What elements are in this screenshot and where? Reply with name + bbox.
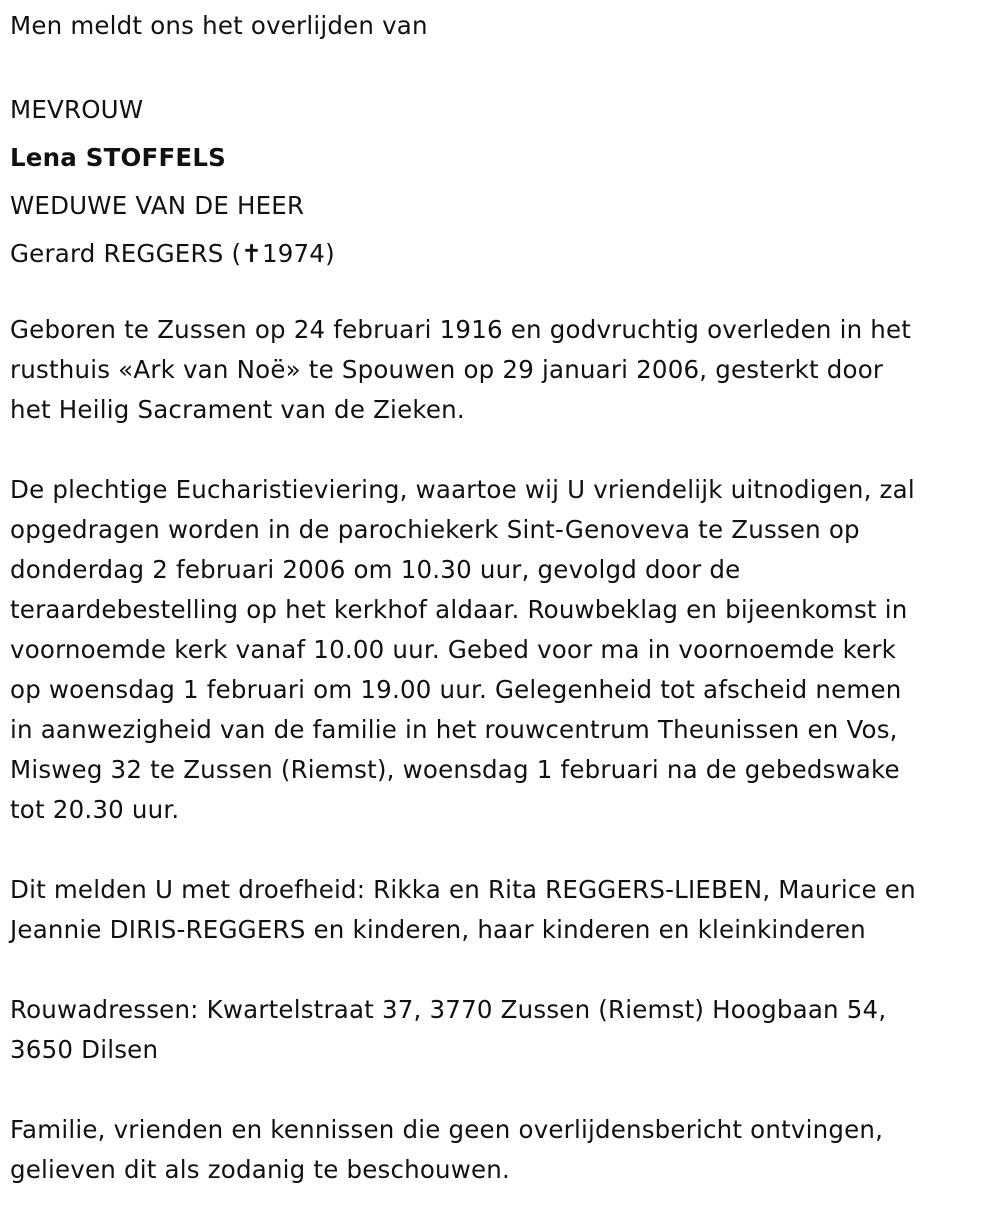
spouse-name: Gerard REGGERS ( xyxy=(10,239,242,268)
paragraph-line: 3650 Dilsen xyxy=(10,1035,159,1064)
paragraph-line: Dit melden U met droefheid: Rikka en Rita REGGERS-LIEBEN, Maurice en xyxy=(10,875,916,904)
paragraph-line: voornoemde kerk vanaf 10.00 uur. Gebed voor ma in voornoemde kerk xyxy=(10,635,897,664)
family-paragraph xyxy=(10,870,916,950)
closing-paragraph xyxy=(10,1110,883,1190)
paragraph-line: gelieven dit als zodanig te beschouwen. xyxy=(10,1155,511,1184)
paragraph-line: De plechtige Eucharistieviering, waartoe wij U vriendelijk uitnodigen, zal xyxy=(10,475,915,504)
paragraph-line: in aanwezigheid van de familie in het rouwcentrum Theunissen en Vos, xyxy=(10,715,898,744)
paragraph-line: het Heilig Sacrament van de Zieken. xyxy=(10,395,465,424)
deceased-relation: WEDUWE VAN DE HEER xyxy=(10,191,305,220)
paragraph-line: opgedragen worden in de parochiekerk Sint-Genoveva te Zussen op xyxy=(10,515,860,544)
paragraph-line: donderdag 2 februari 2006 om 10.30 uur, gevolgd door de xyxy=(10,555,741,584)
paragraph-line: tot 20.30 uur. xyxy=(10,795,180,824)
paragraph-line: Geboren te Zussen op 24 februari 1916 en godvruchtig overleden in het xyxy=(10,315,912,344)
birth-death-paragraph xyxy=(10,310,911,430)
paragraph-line: Rouwadressen: Kwartelstraat 37, 3770 Zussen (Riemst) Hoogbaan 54, xyxy=(10,995,887,1024)
deceased-name: Lena STOFFELS xyxy=(10,143,226,172)
paragraph-line: op woensdag 1 februari om 19.00 uur. Gelegenheid tot afscheid nemen xyxy=(10,675,902,704)
spouse-death-year: 1974) xyxy=(261,239,335,268)
paragraph-line: Familie, vrienden en kennissen die geen overlijdensbericht ontvingen, xyxy=(10,1115,884,1144)
deceased-title: MEVROUW xyxy=(10,95,144,124)
addresses-paragraph xyxy=(10,990,886,1070)
cross-icon: ✝ xyxy=(241,239,262,268)
paragraph-line: Jeannie DIRIS-REGGERS en kinderen, haar kinderen en kleinkinderen xyxy=(10,915,866,944)
ceremony-paragraph xyxy=(10,470,915,830)
paragraph-line: teraardebestelling op het kerkhof aldaar. Rouwbeklag en bijeenkomst in xyxy=(10,595,908,624)
paragraph-line: rusthuis «Ark van Noë» te Spouwen op 29 januari 2006, gesterkt door xyxy=(10,355,884,384)
spouse-line xyxy=(10,230,335,278)
deceased-block xyxy=(10,86,335,278)
intro-text: Men meldt ons het overlijden van xyxy=(10,11,428,40)
paragraph-line: Misweg 32 te Zussen (Riemst), woensdag 1 februari na de gebedswake xyxy=(10,755,900,784)
